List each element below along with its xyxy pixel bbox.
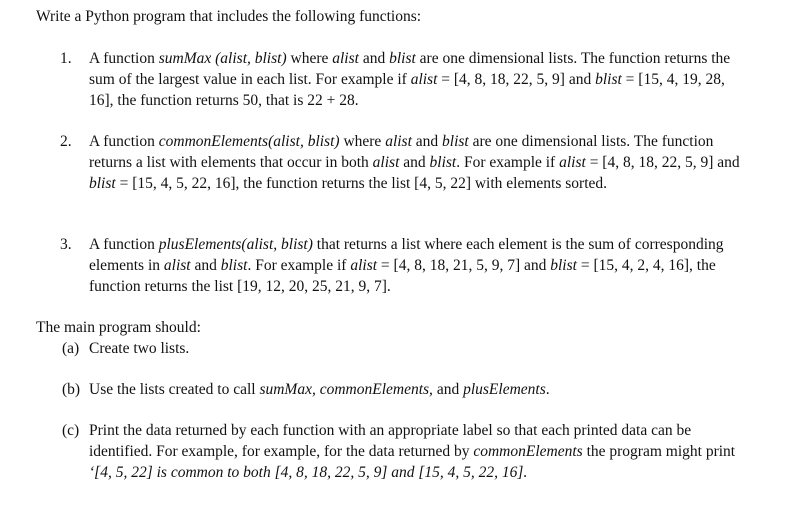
italic-text-run: blist bbox=[442, 133, 469, 150]
text-run: are one dimensional lists. The function returns a list with elements that occur in both bbox=[89, 133, 714, 171]
function-item-pluselements bbox=[60, 234, 750, 297]
subitem-create-lists bbox=[62, 338, 752, 359]
item-text bbox=[89, 131, 750, 194]
italic-text-run: plusElements(alist, blist) bbox=[158, 236, 313, 253]
italic-text-run: alist bbox=[163, 257, 191, 274]
italic-text-run: plusElements bbox=[463, 381, 546, 398]
italic-text-run: blist bbox=[220, 257, 248, 274]
text-run: Create two lists. bbox=[89, 340, 190, 357]
italic-text-run: alist bbox=[350, 257, 378, 274]
text-run: = [15, 4, 2, 4, 16], the function returns the list [19, 12, 20, 25, 21, 9, 7]. bbox=[89, 257, 716, 295]
item-number: 1. bbox=[60, 50, 72, 67]
text-run: . For example if bbox=[456, 154, 560, 171]
subitem-text bbox=[89, 338, 752, 359]
italic-text-run: blist bbox=[550, 257, 577, 274]
italic-text-run: alist bbox=[372, 154, 400, 171]
italic-text-run: commonElements(alist, blist) bbox=[158, 133, 340, 150]
main-program-heading: The main program should: bbox=[36, 319, 201, 336]
text-run: and bbox=[190, 257, 221, 274]
text-run: where bbox=[339, 133, 386, 150]
text-run: and bbox=[411, 133, 443, 150]
text-run: A function bbox=[89, 133, 159, 150]
text-run: A function bbox=[89, 50, 159, 67]
italic-text-run: blist bbox=[429, 154, 457, 171]
italic-text-run: alist bbox=[410, 71, 438, 88]
text-run: where bbox=[286, 50, 333, 67]
text-run: Print the data returned by each function with an appropriate label so that each printed data can be identified. For example, for example, for the data returned by bbox=[89, 422, 692, 460]
subitem-letter: (b) bbox=[62, 381, 81, 398]
italic-text-run: sumMax, commonElements, bbox=[259, 381, 433, 398]
text-run: A function bbox=[89, 236, 159, 253]
italic-text-run: alist bbox=[385, 133, 412, 150]
text-run: . bbox=[545, 381, 550, 398]
italic-text-run: alist bbox=[559, 154, 586, 171]
italic-text-run: sumMax (alist, blist) bbox=[158, 50, 287, 67]
text-run: that returns a list where each element is the sum of corresponding elements in bbox=[89, 236, 724, 274]
italic-text-run: blist bbox=[389, 50, 416, 67]
text-run: and bbox=[358, 50, 390, 67]
subitem-text bbox=[89, 379, 752, 400]
text-run: and bbox=[432, 381, 464, 398]
text-run: . For example if bbox=[247, 257, 351, 274]
italic-text-run: alist bbox=[332, 50, 359, 67]
intro-text: Write a Python program that includes the following functions: bbox=[36, 8, 422, 25]
text-run: = [15, 4, 5, 22, 16], the function returns the list [4, 5, 22] with elements sorted. bbox=[115, 175, 608, 192]
subitem-call-functions bbox=[62, 379, 752, 400]
text-run: = [4, 8, 18, 22, 5, 9] and bbox=[585, 154, 740, 171]
item-text bbox=[89, 48, 750, 111]
text-run: Use the lists created to call bbox=[89, 381, 260, 398]
item-text bbox=[89, 234, 750, 297]
item-number: 2. bbox=[60, 133, 72, 150]
italic-text-run: commonElements bbox=[473, 443, 583, 460]
italic-text-run: ‘[4, 5, 22] is common to both [4, 8, 18, 22, 5, 9] and [15, 4, 5, 22, 16]. bbox=[89, 464, 528, 481]
italic-text-run: blist bbox=[89, 175, 116, 192]
item-number: 3. bbox=[60, 236, 72, 253]
function-item-summax bbox=[60, 48, 750, 111]
subitem-letter: (a) bbox=[62, 340, 80, 357]
text-run: are one dimensional lists. The function returns the sum of the largest value in each list. For example if bbox=[89, 50, 731, 88]
text-run: = [4, 8, 18, 22, 5, 9] and bbox=[437, 71, 596, 88]
italic-text-run: blist bbox=[595, 71, 622, 88]
subitem-text bbox=[89, 420, 752, 483]
subitem-print-results bbox=[62, 420, 752, 483]
text-run: the program might print bbox=[582, 443, 736, 460]
text-run: and bbox=[399, 154, 430, 171]
text-run: = [15, 4, 19, 28, 16], the function returns 50, that is 22 + 28. bbox=[89, 71, 725, 109]
subitem-letter: (c) bbox=[62, 422, 80, 439]
function-item-commonelements bbox=[60, 131, 750, 194]
text-run: = [4, 8, 18, 21, 5, 9, 7] and bbox=[377, 257, 551, 274]
